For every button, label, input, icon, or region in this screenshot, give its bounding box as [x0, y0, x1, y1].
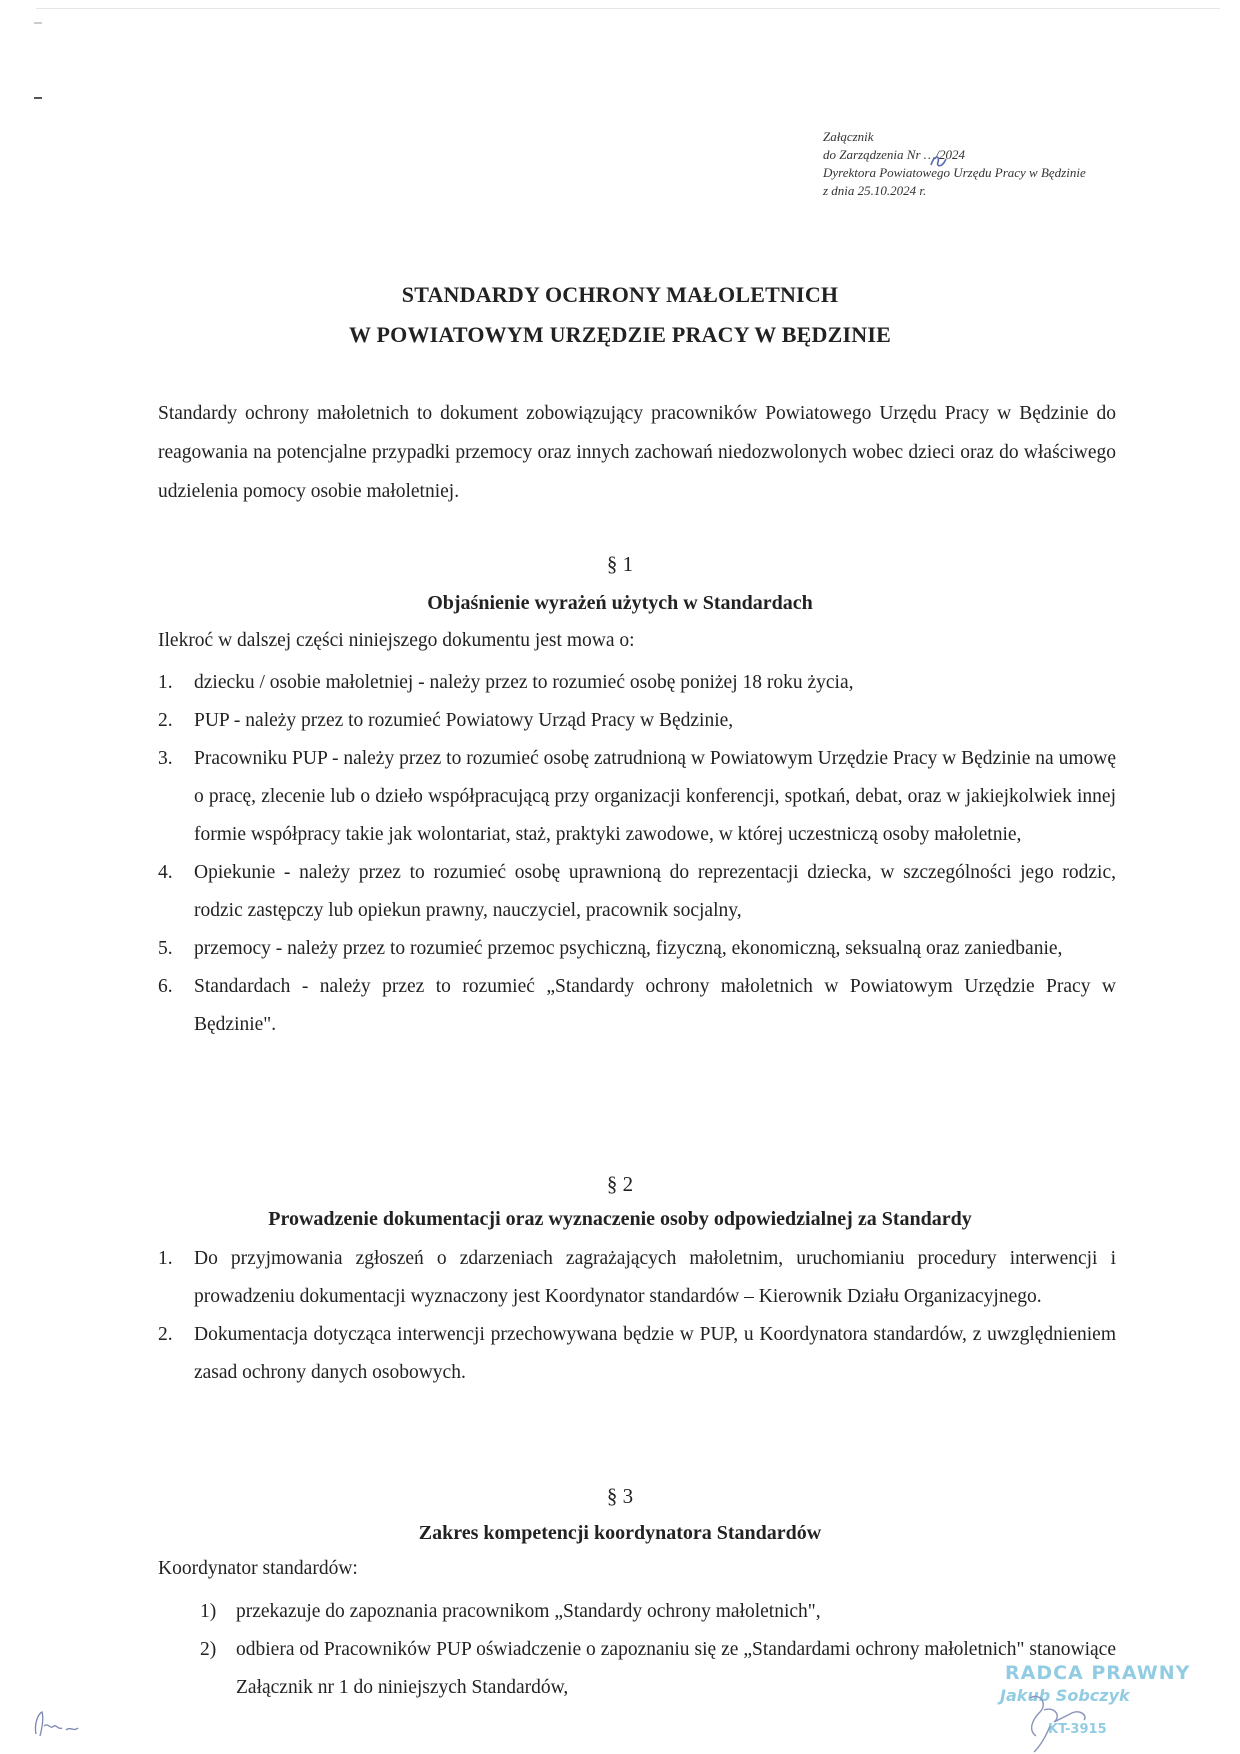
item-text: PUP - należy przez to rozumieć Powiatowy Urząd Pracy w Będzinie, — [194, 710, 734, 731]
item-number: 1) — [200, 1601, 217, 1622]
section-3-lead: Koordynator standardów: — [158, 1558, 358, 1579]
item-text: odbiera od Pracowników PUP oświadczenie o zapoznaniu się ze „Standardami ochrony małoletnich" stanowiące Załącznik nr 1 do niniejszych Standardów, — [236, 1639, 1116, 1698]
scan-mark — [34, 97, 42, 99]
section-1-lead: Ilekroć w dalszej części niniejszego dokumentu jest mowa o: — [158, 630, 635, 651]
intro-paragraph: Standardy ochrony małoletnich to dokument zobowiązujący pracowników Powiatowego Urzędu Pracy w Będzinie do reagowania na potencjalne przypadki przemocy oraz innych zachowań niedozwolonych wobec dzieci oraz do właściwego udzielenia pomocy osobie małoletniej. — [158, 403, 1116, 502]
annex-line-2: do Zarządzenia Nr …/2024 — [823, 147, 965, 162]
stamp-title: RADCA PRAWNY — [1005, 1662, 1191, 1684]
list-item — [158, 740, 1116, 854]
item-text: Do przyjmowania zgłoszeń o zdarzeniach zagrażających małoletnim, uruchomianiu procedury interwencji i prowadzeniu dokumentacji wyznaczony jest Koordynator standardów – Kierownik Działu Organizacyjnego. — [194, 1248, 1116, 1307]
item-text: Pracowniku PUP - należy przez to rozumieć osobę zatrudnioną w Powiatowym Urzędzie Pracy w Będzinie na umowę o pracę, zlecenie lub o dzieło współpracującą przy organizacji konferencji, spotkań, debat, oraz w jakiejkolwiek innej formie współpracy takie jak wolontariat, staż, praktyki zawodowe, w której uczestniczą osoby małoletnie, — [194, 748, 1116, 845]
section-1-definitions-list — [158, 664, 1116, 1044]
item-number: 5. — [158, 938, 173, 959]
list-item — [200, 1593, 1116, 1631]
section-2-list — [158, 1240, 1116, 1392]
item-number: 2. — [158, 710, 173, 731]
stamp-name: Jakub Sobczyk — [1000, 1686, 1130, 1705]
item-text: Opiekunie - należy przez to rozumieć osobę uprawnioną do reprezentacji dziecka, w szczególności jego rodzic, rodzic zastępczy lub opiekun prawny, nauczyciel, pracownik socjalny, — [194, 862, 1116, 921]
item-number: 1. — [158, 672, 173, 693]
list-item — [158, 1240, 1116, 1316]
document-title-line-1: STANDARDY OCHRONY MAŁOLETNICH — [401, 282, 839, 307]
list-item — [158, 968, 1116, 1044]
section-3-list — [200, 1593, 1116, 1707]
signature-mark — [1010, 1690, 1120, 1754]
item-number: 4. — [158, 862, 173, 883]
annex-line-1: Załącznik — [823, 129, 874, 144]
section-3-number: § 3 — [606, 1484, 634, 1508]
item-text: Dokumentacja dotycząca interwencji przechowywana będzie w PUP, u Koordynatora standardów, z uwzględnieniem zasad ochrony danych osobowych. — [194, 1324, 1116, 1383]
initials-mark — [30, 1708, 90, 1740]
item-text: Standardach - należy przez to rozumieć „Standardy ochrony małoletnich w Powiatowym Urzędzie Pracy w Będzinie". — [194, 976, 1116, 1035]
scan-mark — [34, 22, 42, 24]
section-2-number: § 2 — [606, 1172, 634, 1196]
item-number: 6. — [158, 976, 173, 997]
list-item — [158, 930, 1116, 968]
item-number: 2) — [200, 1639, 217, 1660]
document-title-line-2: W POWIATOWYM URZĘDZIE PRACY W BĘDZINIE — [348, 322, 891, 347]
section-3-heading: Zakres kompetencji koordynatora Standardów — [418, 1522, 822, 1544]
item-text: dziecku / osobie małoletniej - należy przez to rozumieć osobę poniżej 18 roku życia, — [194, 672, 854, 693]
section-1-number: § 1 — [606, 552, 634, 576]
item-text: przekazuje do zapoznania pracownikom „Standardy ochrony małoletnich", — [236, 1601, 821, 1622]
section-2-heading: Prowadzenie dokumentacji oraz wyznaczenie osoby odpowiedzialnej za Standardy — [268, 1208, 972, 1230]
scan-edge-line — [36, 8, 1220, 9]
annex-line-3: Dyrektora Powiatowego Urzędu Pracy w Będzinie — [823, 165, 1086, 180]
list-item — [158, 702, 1116, 740]
stamp-number: KT-3915 — [1048, 1722, 1107, 1737]
list-item — [158, 664, 1116, 702]
section-1-heading: Objaśnienie wyrażeń użytych w Standardach — [427, 592, 813, 614]
item-number: 1. — [158, 1248, 173, 1269]
annex-header — [823, 128, 1223, 200]
item-number: 3. — [158, 748, 173, 769]
list-item — [158, 1316, 1116, 1392]
annex-line-4: z dnia 25.10.2024 r. — [823, 183, 927, 198]
list-item — [158, 854, 1116, 930]
item-text: przemocy - należy przez to rozumieć przemoc psychiczną, fizyczną, ekonomiczną, seksualną oraz zaniedbanie, — [194, 938, 1063, 959]
list-item — [200, 1631, 1116, 1707]
item-number: 2. — [158, 1324, 173, 1345]
handwritten-number-mark — [928, 153, 950, 171]
